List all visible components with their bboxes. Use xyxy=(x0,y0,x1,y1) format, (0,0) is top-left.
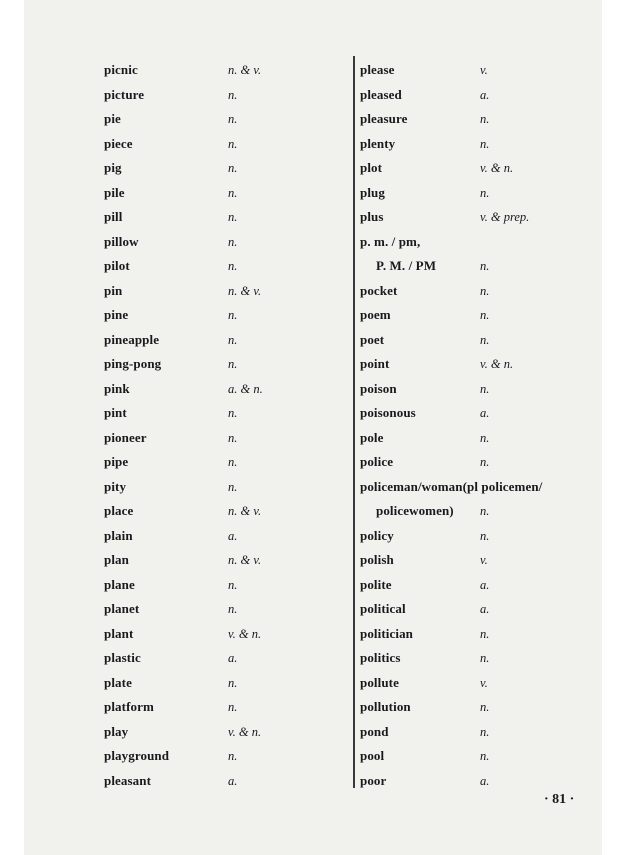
entry-word: point xyxy=(360,356,390,371)
word-entry xyxy=(360,524,620,549)
word-entry xyxy=(360,695,620,720)
word-entry xyxy=(104,181,344,206)
entry-word: ping-pong xyxy=(104,356,162,371)
entry-part-of-speech: n. xyxy=(480,455,490,469)
word-entry xyxy=(360,132,620,157)
entry-part-of-speech: v. & n. xyxy=(228,724,262,739)
entry-word: pity xyxy=(104,478,127,494)
entry-part-of-speech: a. xyxy=(480,773,490,788)
entry-part-of-speech: a. & n. xyxy=(228,381,263,396)
page-number: · 81 · xyxy=(544,792,575,807)
entry-part-of-speech: n. xyxy=(228,479,238,494)
entry-word: poisonous xyxy=(360,405,416,420)
word-entry xyxy=(104,646,344,671)
entry-word: pleased xyxy=(360,86,402,102)
entry-part-of-speech: n. & v. xyxy=(228,504,262,518)
entry-part-of-speech: a. xyxy=(480,577,490,592)
entry-word: place xyxy=(104,503,134,518)
word-list-left-column xyxy=(104,58,344,793)
entry-part-of-speech: n. xyxy=(228,259,238,273)
entry-word: policy xyxy=(360,527,394,543)
entry-word: pond xyxy=(360,723,389,739)
word-entry xyxy=(104,597,344,622)
word-entry xyxy=(104,744,344,769)
entry-part-of-speech: n. xyxy=(480,626,490,641)
entry-word: policeman/woman(pl policemen/ xyxy=(360,478,543,494)
word-entry xyxy=(104,279,344,304)
entry-part-of-speech: n. xyxy=(480,136,490,151)
entry-part-of-speech: n. xyxy=(480,185,490,200)
entry-word: politics xyxy=(360,650,401,665)
entry-part-of-speech: a. xyxy=(480,87,490,102)
word-entry xyxy=(360,352,620,377)
entry-word: pineapple xyxy=(104,331,160,347)
entry-part-of-speech: n. & v. xyxy=(228,63,262,77)
entry-part-of-speech: v. xyxy=(480,63,488,77)
word-entry xyxy=(104,107,344,132)
entry-word: pint xyxy=(104,405,127,420)
word-entry xyxy=(104,303,344,328)
word-entry xyxy=(104,450,344,475)
entry-word: plastic xyxy=(104,650,141,665)
entry-part-of-speech: n. xyxy=(480,381,490,396)
entry-word: plane xyxy=(104,576,135,592)
word-entry xyxy=(104,205,344,230)
entry-word: pile xyxy=(104,184,125,200)
entry-word: plenty xyxy=(360,135,396,151)
entry-word: p. m. / pm, xyxy=(360,233,421,249)
entry-word: plot xyxy=(360,160,383,175)
entry-word: plain xyxy=(104,527,133,543)
entry-part-of-speech: n. xyxy=(480,332,490,347)
entry-word: poet xyxy=(360,331,385,347)
word-entry xyxy=(104,475,344,500)
entry-word: pine xyxy=(104,307,129,322)
entry-part-of-speech: n. xyxy=(228,112,238,126)
word-entry xyxy=(360,769,620,794)
entry-part-of-speech: v. xyxy=(480,553,488,567)
word-entry xyxy=(360,671,620,696)
word-entry xyxy=(104,573,344,598)
entry-word: pill xyxy=(104,209,123,224)
entry-part-of-speech: n. xyxy=(480,749,490,763)
word-entry xyxy=(360,107,620,132)
entry-word: pollute xyxy=(360,674,399,690)
word-entry xyxy=(104,671,344,696)
entry-part-of-speech: n. xyxy=(480,700,490,714)
word-entry xyxy=(360,450,620,475)
word-entry xyxy=(104,524,344,549)
entry-part-of-speech: n. & v. xyxy=(228,283,262,298)
entry-word: pioneer xyxy=(104,429,147,445)
entry-word: piece xyxy=(104,135,133,151)
entry-word: plan xyxy=(104,552,129,567)
entry-part-of-speech: n. xyxy=(228,136,238,151)
entry-word: plus xyxy=(360,209,384,224)
word-entry xyxy=(360,181,620,206)
column-divider xyxy=(353,56,355,788)
entry-word: pole xyxy=(360,429,384,445)
word-entry xyxy=(360,548,620,573)
entry-part-of-speech: a. xyxy=(480,406,490,420)
entry-word: police xyxy=(360,454,394,469)
word-entry xyxy=(360,426,620,451)
word-entry xyxy=(104,548,344,573)
entry-word: poison xyxy=(360,380,397,396)
word-entry xyxy=(360,205,620,230)
entry-word: pilot xyxy=(104,258,130,273)
entry-part-of-speech: n. xyxy=(228,332,238,347)
entry-word: P. M. / PM xyxy=(376,258,437,273)
entry-part-of-speech: n. xyxy=(228,700,238,714)
entry-part-of-speech: n. xyxy=(228,455,238,469)
entry-part-of-speech: n. xyxy=(480,651,490,665)
entry-word: pool xyxy=(360,748,385,763)
word-entry xyxy=(360,646,620,671)
entry-part-of-speech: a. xyxy=(228,651,238,665)
entry-word: polite xyxy=(360,576,392,592)
entry-part-of-speech: n. xyxy=(480,308,490,322)
word-entry xyxy=(360,499,620,524)
entry-part-of-speech: a. xyxy=(228,528,238,543)
entry-word: platform xyxy=(104,699,154,714)
entry-part-of-speech: n. xyxy=(480,283,490,298)
entry-word: playground xyxy=(104,748,170,763)
word-entry xyxy=(360,83,620,108)
entry-part-of-speech: n. xyxy=(480,112,490,126)
entry-part-of-speech: v. & n. xyxy=(480,161,514,175)
entry-part-of-speech: n. xyxy=(228,210,238,224)
word-entry xyxy=(104,328,344,353)
entry-word: pocket xyxy=(360,282,398,298)
entry-word: plant xyxy=(104,625,134,641)
entry-word: polish xyxy=(360,552,394,567)
entry-word: picnic xyxy=(104,62,138,77)
entry-word: politician xyxy=(360,625,414,641)
entry-part-of-speech: n. xyxy=(228,675,238,690)
word-entry xyxy=(104,156,344,181)
entry-word: pleasant xyxy=(104,772,152,788)
entry-part-of-speech: n. xyxy=(480,724,490,739)
word-entry xyxy=(360,303,620,328)
word-entry xyxy=(360,622,620,647)
entry-word: pleasure xyxy=(360,111,408,126)
entry-part-of-speech: n. xyxy=(228,602,238,616)
entry-part-of-speech: n. xyxy=(228,185,238,200)
entry-word: pipe xyxy=(104,454,129,469)
word-entry xyxy=(360,573,620,598)
entry-part-of-speech: n. xyxy=(480,528,490,543)
word-entry xyxy=(360,720,620,745)
entry-word: picture xyxy=(104,86,145,102)
entry-word: pollution xyxy=(360,699,411,714)
word-entry xyxy=(104,499,344,524)
entry-part-of-speech: a. xyxy=(228,773,238,788)
entry-part-of-speech: a. xyxy=(480,602,490,616)
entry-part-of-speech: v. & n. xyxy=(228,626,262,641)
word-list-right-column xyxy=(360,58,620,793)
word-entry xyxy=(360,254,620,279)
entry-part-of-speech: n. xyxy=(228,161,238,175)
entry-word: please xyxy=(360,62,395,77)
entry-part-of-speech: n. xyxy=(480,430,490,445)
word-entry xyxy=(104,720,344,745)
entry-part-of-speech: n. xyxy=(228,749,238,763)
entry-part-of-speech: n. xyxy=(228,308,238,322)
entry-part-of-speech: n. xyxy=(228,430,238,445)
word-entry xyxy=(104,622,344,647)
entry-word: poor xyxy=(360,772,387,788)
word-entry xyxy=(104,83,344,108)
entry-word: pillow xyxy=(104,233,139,249)
word-entry xyxy=(104,695,344,720)
entry-word: pink xyxy=(104,380,130,396)
entry-part-of-speech: n. xyxy=(480,504,490,518)
entry-part-of-speech: v. xyxy=(480,675,488,690)
word-entry xyxy=(360,744,620,769)
entry-part-of-speech: n. xyxy=(228,357,238,371)
word-entry xyxy=(104,132,344,157)
entry-word: policewomen) xyxy=(376,503,454,518)
word-entry xyxy=(104,377,344,402)
word-entry xyxy=(360,230,620,255)
word-entry xyxy=(360,597,620,622)
word-entry xyxy=(360,156,620,181)
word-entry xyxy=(104,352,344,377)
word-entry xyxy=(104,58,344,83)
entry-word: pie xyxy=(104,111,121,126)
entry-word: pig xyxy=(104,160,122,175)
entry-part-of-speech: v. & prep. xyxy=(480,210,530,224)
entry-word: pin xyxy=(104,282,123,298)
entry-part-of-speech: n. & v. xyxy=(228,553,262,567)
word-entry xyxy=(360,401,620,426)
word-entry xyxy=(360,58,620,83)
entry-part-of-speech: v. & n. xyxy=(480,357,514,371)
word-entry xyxy=(104,230,344,255)
entry-word: plate xyxy=(104,674,132,690)
entry-part-of-speech: n. xyxy=(228,577,238,592)
word-entry xyxy=(360,279,620,304)
word-entry xyxy=(104,254,344,279)
word-entry xyxy=(360,328,620,353)
entry-word: poem xyxy=(360,307,391,322)
word-entry xyxy=(104,401,344,426)
entry-word: plug xyxy=(360,184,385,200)
entry-part-of-speech: n. xyxy=(228,234,238,249)
entry-part-of-speech: n. xyxy=(228,406,238,420)
entry-part-of-speech: n. xyxy=(228,87,238,102)
entry-word: planet xyxy=(104,601,140,616)
entry-word: play xyxy=(104,723,129,739)
entry-part-of-speech: n. xyxy=(480,259,490,273)
word-entry xyxy=(104,426,344,451)
entry-word: political xyxy=(360,601,406,616)
word-entry xyxy=(360,377,620,402)
book-page xyxy=(24,0,602,855)
word-entry xyxy=(360,475,620,500)
word-entry xyxy=(104,769,344,794)
